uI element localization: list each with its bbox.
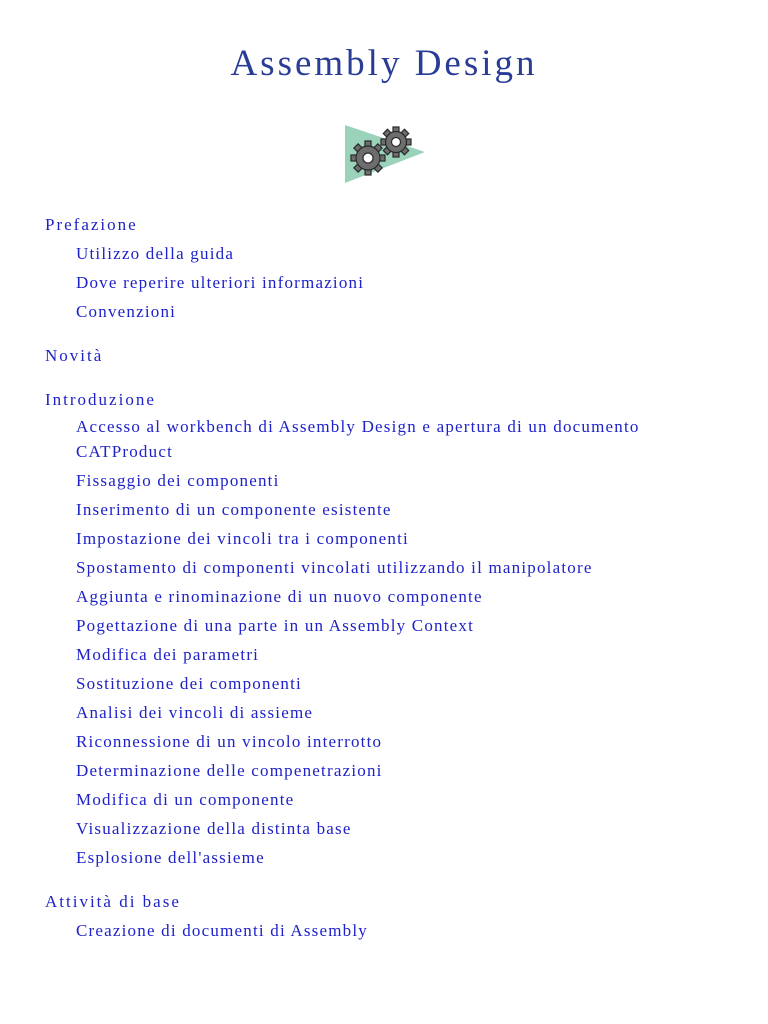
table-of-contents [45, 210, 745, 960]
toc-item[interactable]: Modifica dei parametri [76, 645, 260, 664]
toc-item[interactable]: Creazione di documenti di Assembly [76, 921, 368, 940]
toc-item[interactable]: Fissaggio dei componenti [76, 471, 280, 490]
section-title[interactable]: Prefazione [45, 215, 138, 234]
toc-item[interactable]: Spostamento di componenti vincolati utilizzando il manipolatore [76, 558, 593, 577]
toc-item[interactable]: Analisi dei vincoli di assieme [76, 703, 314, 722]
toc-item[interactable]: Determinazione delle compenetrazioni [76, 761, 383, 780]
page-title: Assembly Design [230, 43, 538, 84]
section-title[interactable]: Novità [45, 346, 104, 365]
toc-item[interactable]: Inserimento di un componente esistente [76, 500, 392, 519]
section-title[interactable]: Attività di base [45, 892, 181, 911]
section-attivita-di-base [45, 887, 745, 945]
toc-item[interactable]: Esplosione dell'assieme [76, 848, 265, 867]
toc-item[interactable]: Pogettazione di una parte in un Assembly Context [76, 616, 475, 635]
section-title[interactable]: Introduzione [45, 390, 156, 409]
toc-item[interactable]: Modifica di un componente [76, 790, 295, 809]
toc-item[interactable]: Riconnessione di un vincolo interrotto [76, 732, 383, 751]
gears-icon [341, 122, 427, 186]
toc-item[interactable]: Dove reperire ulteriori informazioni [76, 273, 365, 292]
toc-item[interactable]: Convenzioni [76, 302, 177, 321]
toc-item[interactable]: Aggiunta e rinominazione di un nuovo componente [76, 587, 483, 606]
toc-item[interactable]: Visualizzazione della distinta base [76, 819, 352, 838]
toc-item[interactable]: Utilizzo della guida [76, 244, 235, 263]
section-introduzione [45, 385, 745, 872]
section-prefazione [45, 210, 745, 326]
toc-item[interactable]: Accesso al workbench di Assembly Design e apertura di un documento CATProduct [76, 417, 640, 461]
toc-item[interactable]: Impostazione dei vincoli tra i componenti [76, 529, 409, 548]
toc-item[interactable]: Sostituzione dei componenti [76, 674, 302, 693]
section-novita [45, 341, 745, 370]
